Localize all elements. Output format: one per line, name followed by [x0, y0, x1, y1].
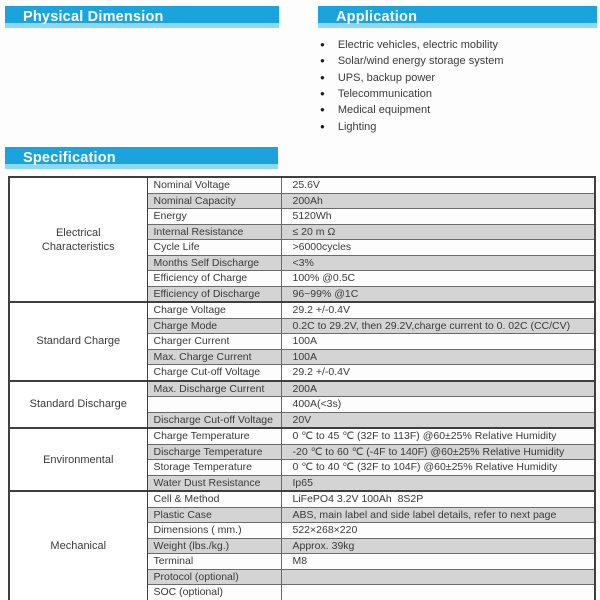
spec-value-cell: 96~99% @1C: [281, 286, 595, 302]
application-item-label: Lighting: [337, 120, 377, 133]
spec-value-cell: 25.6V: [281, 177, 595, 193]
application-item-label: Electric vehicles, electric mobility: [337, 39, 498, 52]
spec-value-cell: 522×268×220: [281, 523, 595, 539]
spec-row: [9, 177, 595, 193]
bullet-icon: ●: [320, 40, 325, 50]
application-list-item: [320, 102, 590, 118]
specification-header: [5, 147, 278, 169]
spec-param-cell: Internal Resistance: [147, 224, 281, 240]
spec-value-cell: 100A: [281, 334, 595, 350]
spec-value-cell: 0 ℃ to 40 ℃ (32F to 104F) @60±25% Relative Humidity: [281, 460, 595, 476]
spec-param-cell: Plastic Case: [147, 507, 281, 523]
application-item-label: Medical equipment: [337, 104, 431, 117]
spec-value-cell: ≤ 20 m Ω: [281, 224, 595, 240]
application-list-item: [320, 53, 590, 69]
application-list-item: [320, 118, 590, 134]
spec-value-cell: >6000cycles: [281, 240, 595, 256]
spec-value-cell: 200A: [281, 381, 595, 397]
spec-param-cell: Cell & Method: [147, 491, 281, 507]
spec-param-cell: Nominal Voltage: [147, 177, 281, 193]
spec-value-cell: 5120Wh: [281, 209, 595, 225]
spec-value-cell: [281, 585, 595, 600]
application-item-label: Telecommunication: [337, 88, 432, 101]
spec-value-cell: 0 ℃ to 45 ℃ (32F to 113F) @60±25% Relative Humidity: [281, 428, 595, 444]
specification-title: Specification: [23, 150, 116, 166]
application-list-item: [320, 70, 590, 86]
spec-value-cell: 200Ah: [281, 193, 595, 209]
spec-param-cell: Efficiency of Charge: [147, 271, 281, 287]
spec-param-cell: Storage Temperature: [147, 460, 281, 476]
spec-param-cell: Dimensions ( mm.): [147, 523, 281, 539]
spec-category-cell: Standard Discharge: [9, 381, 147, 429]
spec-param-cell: SOC (optional): [147, 585, 281, 600]
spec-category-cell: Standard Charge: [9, 302, 147, 381]
application-title: Application: [336, 9, 418, 25]
specification-table: [8, 176, 596, 600]
bullet-icon: ●: [320, 72, 325, 82]
spec-param-cell: Months Self Discharge: [147, 255, 281, 271]
spec-param-cell: Max. Charge Current: [147, 349, 281, 365]
bullet-icon: ●: [320, 105, 325, 115]
application-header: [318, 6, 597, 28]
application-list: [320, 37, 590, 135]
physical-dimension-header: [5, 6, 279, 28]
spec-value-cell: Ip65: [281, 475, 595, 491]
spec-param-cell: Efficiency of Discharge: [147, 286, 281, 302]
spec-param-cell: Discharge Cut-off Voltage: [147, 412, 281, 428]
spec-param-cell: Charge Voltage: [147, 302, 281, 318]
spec-value-cell: M8: [281, 554, 595, 570]
application-list-item: [320, 86, 590, 102]
spec-param-cell: Water Dust Resistance: [147, 475, 281, 491]
spec-value-cell: -20 ℃ to 60 ℃ (-4F to 140F) @60±25% Relative Humidity: [281, 444, 595, 460]
spec-value-cell: LiFePO4 3.2V 100Ah 8S2P: [281, 491, 595, 507]
spec-value-cell: 100A: [281, 349, 595, 365]
spec-row: [9, 381, 595, 397]
physical-dimension-title: Physical Dimension: [23, 9, 164, 25]
spec-param-cell: Charger Current: [147, 334, 281, 350]
application-item-label: UPS, backup power: [337, 71, 436, 84]
bullet-icon: ●: [320, 121, 325, 131]
spec-value-cell: 29.2 +/-0.4V: [281, 365, 595, 381]
spec-value-cell: 29.2 +/-0.4V: [281, 302, 595, 318]
spec-param-cell: Charge Mode: [147, 318, 281, 334]
spec-param-cell: Terminal: [147, 554, 281, 570]
spec-category-cell: Electrical Characteristics: [9, 177, 147, 302]
spec-param-cell: Protocol (optional): [147, 569, 281, 585]
spec-value-cell: 100% @0.5C: [281, 271, 595, 287]
application-list-item: [320, 37, 590, 53]
spec-param-cell: Discharge Temperature: [147, 444, 281, 460]
spec-param-cell: Charge Cut-off Voltage: [147, 365, 281, 381]
spec-value-cell: 20V: [281, 412, 595, 428]
spec-param-cell: Energy: [147, 209, 281, 225]
spec-value-cell: 0.2C to 29.2V, then 29.2V,charge current to 0. 02C (CC/CV): [281, 318, 595, 334]
spec-param-cell: Nominal Capacity: [147, 193, 281, 209]
spec-category-cell: Environmental: [9, 428, 147, 491]
spec-value-cell: ABS, main label and side label details, refer to next page: [281, 507, 595, 523]
spec-value-cell: <3%: [281, 255, 595, 271]
application-item-label: Solar/wind energy storage system: [337, 55, 504, 68]
spec-param-cell: Charge Temperature: [147, 428, 281, 444]
spec-category-cell: Mechanical: [9, 491, 147, 600]
spec-row: [9, 428, 595, 444]
spec-param-cell: Max. Discharge Current: [147, 381, 281, 397]
spec-param-cell: [147, 397, 281, 413]
spec-param-cell: Weight (lbs./kg.): [147, 538, 281, 554]
bullet-icon: ●: [320, 89, 325, 99]
spec-row: [9, 491, 595, 507]
spec-value-cell: Approx. 39kg: [281, 538, 595, 554]
bullet-icon: ●: [320, 56, 325, 66]
spec-value-cell: 400A(<3s): [281, 397, 595, 413]
spec-row: [9, 302, 595, 318]
spec-value-cell: [281, 569, 595, 585]
spec-param-cell: Cycle Life: [147, 240, 281, 256]
